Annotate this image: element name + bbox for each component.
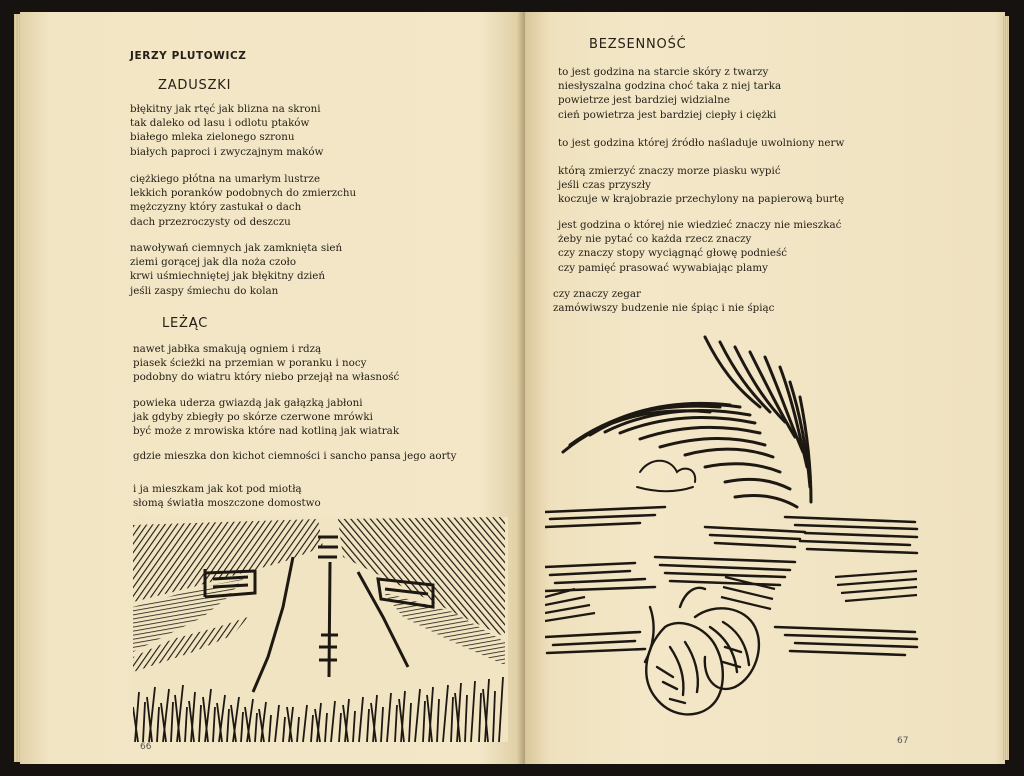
poem-title-zaduszki: ZADUSZKI — [158, 78, 232, 93]
poem-line: czy znaczy zegar — [553, 288, 641, 300]
poem-line: jeśli zaspy śmiechu do kolan — [130, 284, 279, 297]
stanza — [130, 172, 356, 229]
poem-line: słomą światła moszczone domostwo — [133, 497, 321, 510]
poem-line: nawoływań ciemnych jak zamknięta sień — [130, 242, 343, 254]
poem-line: błękitny jak rtęć jak blizna na skroni — [130, 103, 321, 115]
stanza — [553, 287, 774, 315]
poem-line: powieka uderza gwiazdą jak gałązką jabłoni — [133, 397, 363, 409]
poem-line: cień powietrza jest bardziej ciepły i ciężki — [558, 108, 777, 121]
poem-line: jak gdyby zbiegły po skórze czerwone mrówki — [133, 411, 373, 424]
page-number-right: 67 — [897, 736, 909, 746]
stanza — [558, 136, 844, 150]
poem-line: jeśli czas przyszły — [558, 179, 651, 192]
stanza — [133, 396, 399, 439]
poem-line: podobny do wiatru który niebo przejął na własność — [133, 371, 400, 384]
poem-line: gdzie mieszka don kichot ciemności i sancho pansa jego aorty — [133, 450, 457, 462]
poem-line: czy znaczy stopy wyciągnąć głowę podnieść — [558, 247, 788, 260]
poem-line: czy pamięć prasować wywabiając plamy — [558, 261, 768, 274]
poem-line: jest godzina o której nie wiedzieć znaczy nie mieszkać — [558, 219, 842, 231]
poem-line: niesłyszalna godzina choć taka z niej tarka — [558, 80, 782, 93]
stanza — [130, 102, 323, 159]
poem-line: żeby nie pytać co każda rzecz znaczy — [558, 233, 752, 246]
poem-line: i ja mieszkam jak kot pod miotłą — [133, 483, 302, 495]
poem-line: ziemi gorącej jak dla noża czoło — [130, 256, 297, 269]
poem-line: to jest godzina na starcie skóry z twarzy — [558, 66, 769, 78]
poem-line: być może z mrowiska które nad kotliną jak wiatrak — [133, 425, 400, 438]
poem-line: ciężkiego płótna na umarłym lustrze — [130, 173, 321, 185]
poem-line: dach przezroczysty od deszczu — [130, 215, 291, 228]
poem-line: lekkich poranków podobnych do zmierzchu — [130, 187, 357, 200]
poem-line: nawet jabłka smakują ogniem i rdzą — [133, 343, 322, 355]
poem-line: zamówiwszy budzenie nie śpiąc i nie śpiąc — [553, 302, 775, 315]
poem-line: białego mleka zielonego szronu — [130, 131, 295, 144]
poem-line: mężczyzny który zastukał o dach — [130, 201, 302, 214]
road-landscape-illustration — [133, 517, 508, 742]
stanza — [130, 241, 342, 298]
right-page — [525, 12, 1005, 764]
poem-line: koczuje w krajobrazie przechylony na papierową burtę — [558, 193, 845, 206]
poem-line: powietrze jest bardziej widzialne — [558, 94, 730, 107]
stanza — [558, 65, 781, 122]
poem-line: białych paproci i zwyczajnym maków — [130, 145, 324, 158]
sleeper-illustration — [545, 327, 925, 727]
page-edges-right — [1003, 16, 1009, 760]
poem-line: krwi uśmiechniętej jak błękitny dzień — [130, 270, 326, 283]
poem-line: tak daleko od lasu i odlotu ptaków — [130, 117, 310, 130]
poem-title-lezac: LEŻĄC — [162, 316, 209, 331]
poem-title-bezsennosc: BEZSENNOŚĆ — [589, 37, 687, 52]
stanza — [133, 449, 457, 463]
poem-line: którą zmierzyć znaczy morze piasku wypić — [558, 165, 781, 177]
left-page — [20, 12, 525, 764]
poem-line: to jest godzina której źródło naśladuje uwolniony nerw — [558, 137, 845, 149]
poem-line: piasek ścieżki na przemian w poranku i nocy — [133, 357, 367, 370]
stanza — [133, 482, 321, 510]
page-number-left: 66 — [140, 742, 152, 752]
stanza — [133, 342, 399, 385]
stanza — [558, 218, 841, 275]
stanza — [558, 164, 844, 207]
author-name: JERZY PLUTOWICZ — [130, 50, 247, 62]
